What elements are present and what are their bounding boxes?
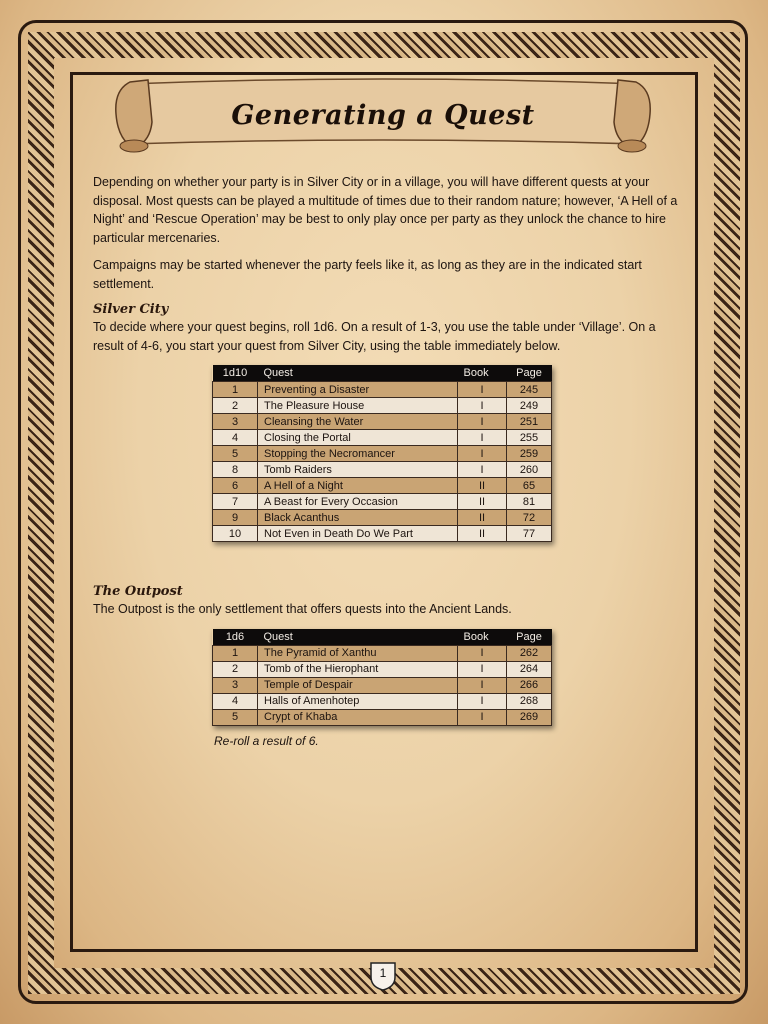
- book-cell: I: [458, 709, 507, 725]
- roll-cell: 1: [213, 382, 258, 398]
- page-cell: 255: [507, 430, 552, 446]
- table-row: [213, 645, 552, 661]
- table-row: [213, 398, 552, 414]
- roll-cell: 6: [213, 478, 258, 494]
- quest-cell: Tomb Raiders: [258, 462, 458, 478]
- quest-cell: Crypt of Khaba: [258, 709, 458, 725]
- book-cell: II: [458, 478, 507, 494]
- page-number-shield: [369, 961, 397, 991]
- quest-cell: Closing the Portal: [258, 430, 458, 446]
- intro-paragraph-1: Depending on whether your party is in Silver City or in a village, you will have different quests at your disposal. Most quests can be played a multitude of times due to their random nature; however, ‘A Hell of a Night’ and ‘Rescue Operation’ may be best to only play once per party as they unlock the chance to hire particular mercenaries.: [93, 175, 678, 245]
- roll-cell: 10: [213, 526, 258, 542]
- page-cell: 81: [507, 494, 552, 510]
- quest-cell: Stopping the Necromancer: [258, 446, 458, 462]
- roll-cell: 3: [213, 677, 258, 693]
- page-cell: 266: [507, 677, 552, 693]
- page-cell: 259: [507, 446, 552, 462]
- main-content: [93, 173, 678, 748]
- quest-cell: The Pleasure House: [258, 398, 458, 414]
- roll-cell: 9: [213, 510, 258, 526]
- table-row: [213, 478, 552, 494]
- quest-cell: Preventing a Disaster: [258, 382, 458, 398]
- page-cell: 249: [507, 398, 552, 414]
- outpost-text: The Outpost is the only settlement that offers quests into the Ancient Lands.: [93, 602, 512, 616]
- page-cell: 72: [507, 510, 552, 526]
- page-cell: 268: [507, 693, 552, 709]
- book-cell: II: [458, 510, 507, 526]
- quest-cell: A Hell of a Night: [258, 478, 458, 494]
- page-cell: 260: [507, 462, 552, 478]
- quest-cell: The Pyramid of Xanthu: [258, 645, 458, 661]
- roll-cell: 5: [213, 446, 258, 462]
- quest-cell: Temple of Despair: [258, 677, 458, 693]
- outpost-heading: The Outpost: [93, 584, 183, 599]
- silver-city-heading: Silver City: [93, 302, 169, 317]
- table-header-row: [213, 629, 552, 646]
- quest-cell: Black Acanthus: [258, 510, 458, 526]
- page-cell: 269: [507, 709, 552, 725]
- page-number: 1: [379, 966, 387, 980]
- intro-paragraph-2: Campaigns may be started whenever the party feels like it, as long as they are in the indicated start settlement.: [93, 258, 642, 291]
- page-cell: 251: [507, 414, 552, 430]
- table-row: [213, 526, 552, 542]
- column-header: Book: [458, 629, 507, 646]
- table-row: [213, 414, 552, 430]
- table-row: [213, 430, 552, 446]
- roll-cell: 2: [213, 398, 258, 414]
- page-cell: 245: [507, 382, 552, 398]
- book-cell: I: [458, 661, 507, 677]
- quest-cell: Cleansing the Water: [258, 414, 458, 430]
- book-cell: II: [458, 494, 507, 510]
- reroll-note: Re-roll a result of 6.: [214, 733, 319, 748]
- roll-cell: 2: [213, 661, 258, 677]
- book-cell: I: [458, 414, 507, 430]
- roll-cell: 5: [213, 709, 258, 725]
- book-cell: I: [458, 446, 507, 462]
- book-cell: I: [458, 462, 507, 478]
- quest-cell: Tomb of the Hierophant: [258, 661, 458, 677]
- book-cell: I: [458, 645, 507, 661]
- column-header: 1d6: [213, 629, 258, 646]
- book-cell: II: [458, 526, 507, 542]
- roll-cell: 4: [213, 430, 258, 446]
- book-cell: I: [458, 430, 507, 446]
- page-cell: 264: [507, 661, 552, 677]
- page-cell: 77: [507, 526, 552, 542]
- column-header: Page: [507, 629, 552, 646]
- roll-cell: 1: [213, 645, 258, 661]
- table-row: [213, 693, 552, 709]
- roll-cell: 8: [213, 462, 258, 478]
- roll-cell: 7: [213, 494, 258, 510]
- table-row: [213, 382, 552, 398]
- table-row: [213, 494, 552, 510]
- column-header: Book: [458, 365, 507, 382]
- table-row: [213, 661, 552, 677]
- page-cell: 262: [507, 645, 552, 661]
- page-cell: 65: [507, 478, 552, 494]
- quest-cell: Not Even in Death Do We Part: [258, 526, 458, 542]
- book-cell: I: [458, 693, 507, 709]
- table-row: [213, 677, 552, 693]
- page-title: Generating a Quest: [231, 100, 535, 131]
- column-header: Quest: [258, 629, 458, 646]
- table-row: [213, 462, 552, 478]
- silver-city-quest-table: [212, 365, 552, 542]
- table-header-row: [213, 365, 552, 382]
- book-cell: I: [458, 398, 507, 414]
- table-row: [213, 446, 552, 462]
- table-row: [213, 510, 552, 526]
- roll-cell: 4: [213, 693, 258, 709]
- title-scroll-banner: [108, 70, 658, 158]
- quest-cell: Halls of Amenhotep: [258, 693, 458, 709]
- column-header: Quest: [258, 365, 458, 382]
- book-cell: I: [458, 677, 507, 693]
- outpost-quest-table: [212, 629, 552, 726]
- quest-cell: A Beast for Every Occasion: [258, 494, 458, 510]
- silver-city-text: To decide where your quest begins, roll 1d6. On a result of 1-3, you use the table under ‘Village’. On a result of 4-6, you start your quest from Silver City, using the table immediately below.: [93, 320, 656, 353]
- column-header: Page: [507, 365, 552, 382]
- column-header: 1d10: [213, 365, 258, 382]
- roll-cell: 3: [213, 414, 258, 430]
- book-cell: I: [458, 382, 507, 398]
- table-row: [213, 709, 552, 725]
